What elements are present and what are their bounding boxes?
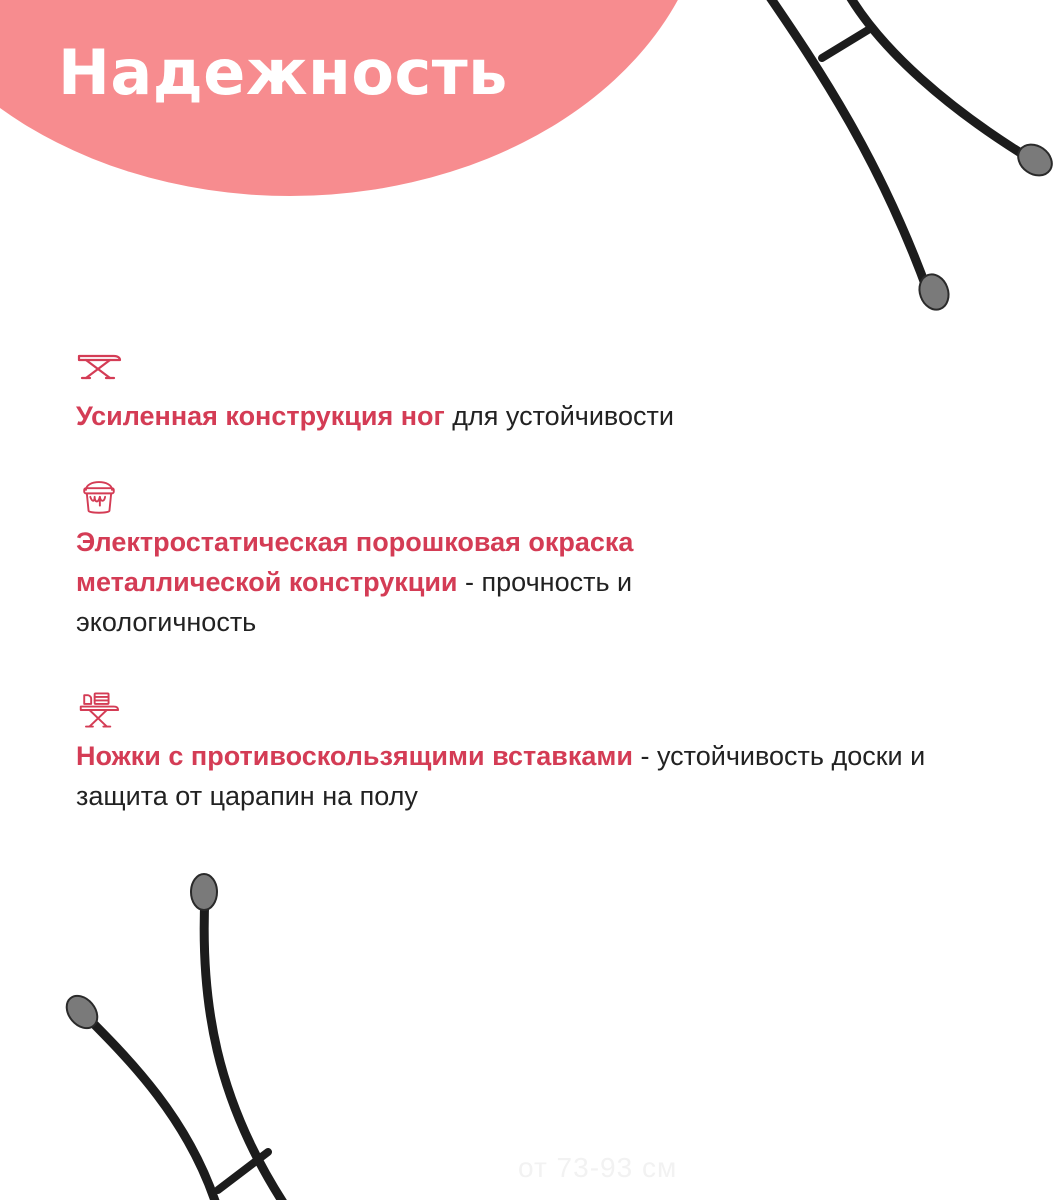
- feature-item-coating: [76, 476, 1021, 642]
- feature-text: [76, 522, 796, 642]
- feature-description: - прочность и экологичность: [76, 567, 633, 637]
- feature-description: для устойчивости: [444, 401, 674, 431]
- feature-text: [76, 736, 976, 816]
- ironing-board-items-icon: [76, 690, 122, 730]
- feature-item-non-slip-feet: [76, 690, 1021, 816]
- height-range-caption: от 73-93 см: [518, 1152, 678, 1183]
- bottom-leg-assembly: [82, 895, 288, 1200]
- feature-highlight: Электростатическая порошковая окраска металлической конструкции: [76, 527, 634, 597]
- ironing-board-icon: [76, 350, 122, 382]
- feature-description: - устойчивость доски и защита от царапин на полу: [76, 741, 926, 811]
- feature-text: [76, 396, 1021, 436]
- feature-highlight: Усиленная конструкция ног: [76, 401, 445, 431]
- paint-bucket-icon: [76, 476, 122, 516]
- bottom-leg-feet: [60, 874, 217, 1034]
- top-leg-assembly: [765, 0, 1032, 292]
- top-leg-feet: [915, 138, 1058, 313]
- feature-item-legs: [76, 350, 1021, 436]
- page-title: Надежность: [58, 36, 508, 109]
- feature-highlight: Ножки с противоскользящими вставками: [76, 741, 633, 771]
